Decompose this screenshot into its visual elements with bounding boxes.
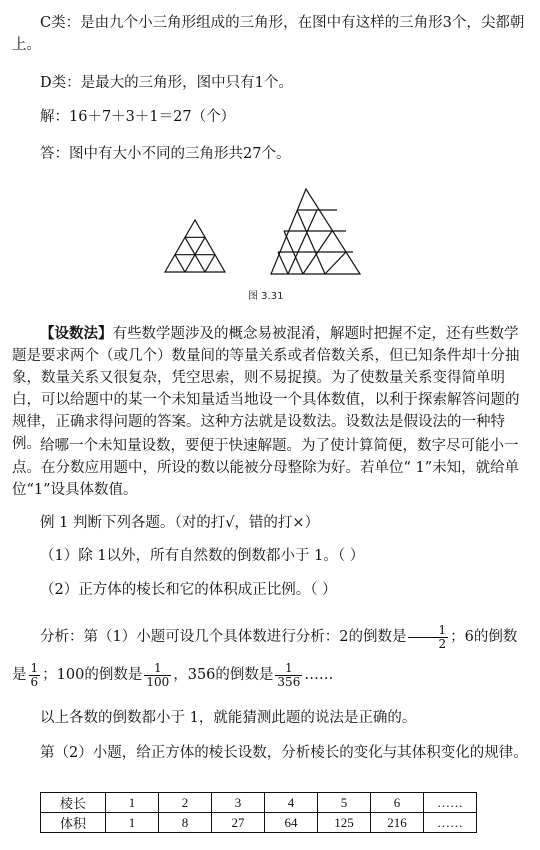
- analysis-text: ；100的倒数是: [42, 667, 143, 683]
- analysis-text: ；6的倒数: [450, 629, 518, 645]
- analysis-text: ，356的倒数是: [173, 667, 274, 683]
- table-cell: 棱长: [41, 793, 106, 813]
- solution-text: 解：16＋7＋3＋1＝27（个）: [40, 109, 236, 125]
- table-cell: 2: [159, 793, 212, 813]
- analysis-paragraph: [12, 622, 528, 652]
- analysis-conclusion: 以上各数的倒数都小于 1，就能猜测此题的说法是正确的。: [40, 710, 417, 726]
- fraction-1-100: $\frac{1}{100}$: [146, 660, 170, 689]
- analysis-text: 是: [12, 667, 27, 683]
- table-cell: ……: [424, 813, 477, 833]
- table-cell: ……: [424, 793, 477, 813]
- table-cell: 1: [106, 813, 159, 833]
- method-paragraph-2: 给哪一个未知量设数，要便于快速解题。为了使计算简便，数字尽可能小一点。在分数应用题中，所设的数以能被分母整除为好。若单位“ 1”未知，就给单位“1”设具体数值。: [12, 438, 520, 498]
- fraction-1-6: $\frac{1}{6}$: [30, 660, 39, 689]
- method-text-1: 有些数学题涉及的概念易被混淆，解题时把握不定，还有些数学题是要求两个（或几个）数量间的等量关系或者倍数关系，但已知条件却十分抽象，数量关系又很复杂，凭空思索，则不易捉摸。为了使数量关系变得简单明白，可以给题中的某一个未知量适当地设一个具体数值，以利于探索解答问题的规律，正确求得问题的答案。这种方法就是设数法。设数法是假设法的一种特例。: [12, 326, 520, 452]
- triangle-figure: [160, 185, 370, 280]
- table-cell: 8: [159, 813, 212, 833]
- table-row: [41, 793, 477, 813]
- analysis-text: ……: [304, 667, 334, 683]
- example-question-1: （1）除 1以外，所有自然数的倒数都小于 1。（ ）: [40, 548, 365, 564]
- example-question-2: （2）正方体的棱长和它的体积成正比例。（ ）: [40, 582, 337, 598]
- table-cell: 27: [212, 813, 265, 833]
- figure-caption: 图 3.31: [248, 291, 284, 302]
- fraction-1-356: $\frac{1}{356}$: [277, 660, 301, 689]
- table-cell: 6: [371, 793, 424, 813]
- table-cell: 体积: [41, 813, 106, 833]
- answer-text: 答：图中有大小不同的三角形共27个。: [40, 146, 291, 162]
- table-cell: 1: [106, 793, 159, 813]
- table-cell: 4: [265, 793, 318, 813]
- analysis-text: 分析：第（1）小题可设几个具体数进行分析：2的倒数是: [40, 629, 407, 645]
- method-heading: 【设数法】: [40, 325, 113, 342]
- table-cell: 64: [265, 813, 318, 833]
- table-row: [41, 813, 477, 833]
- table-cell: 3: [212, 793, 265, 813]
- analysis-paragraph-cont: [12, 660, 528, 690]
- example-title: 例 1 判断下列各题。（对的打√，错的打×）: [40, 515, 320, 531]
- class-c-text: C类：是由九个小三角形组成的三角形，在图中有这样的三角形3个，尖都朝上。: [12, 15, 525, 53]
- fraction-1-2: $\frac{1}{2}$: [408, 624, 448, 651]
- table-cell: 216: [371, 813, 424, 833]
- table-cell: 5: [318, 793, 371, 813]
- edge-volume-table: [40, 792, 477, 833]
- analysis-part-2: 第（2）小题，给正方体的棱长设数，分析棱长的变化与其体积变化的规律。: [40, 745, 528, 761]
- table-cell: 125: [318, 813, 371, 833]
- class-d-text: D类：是最大的三角形，图中只有1个。: [40, 75, 293, 91]
